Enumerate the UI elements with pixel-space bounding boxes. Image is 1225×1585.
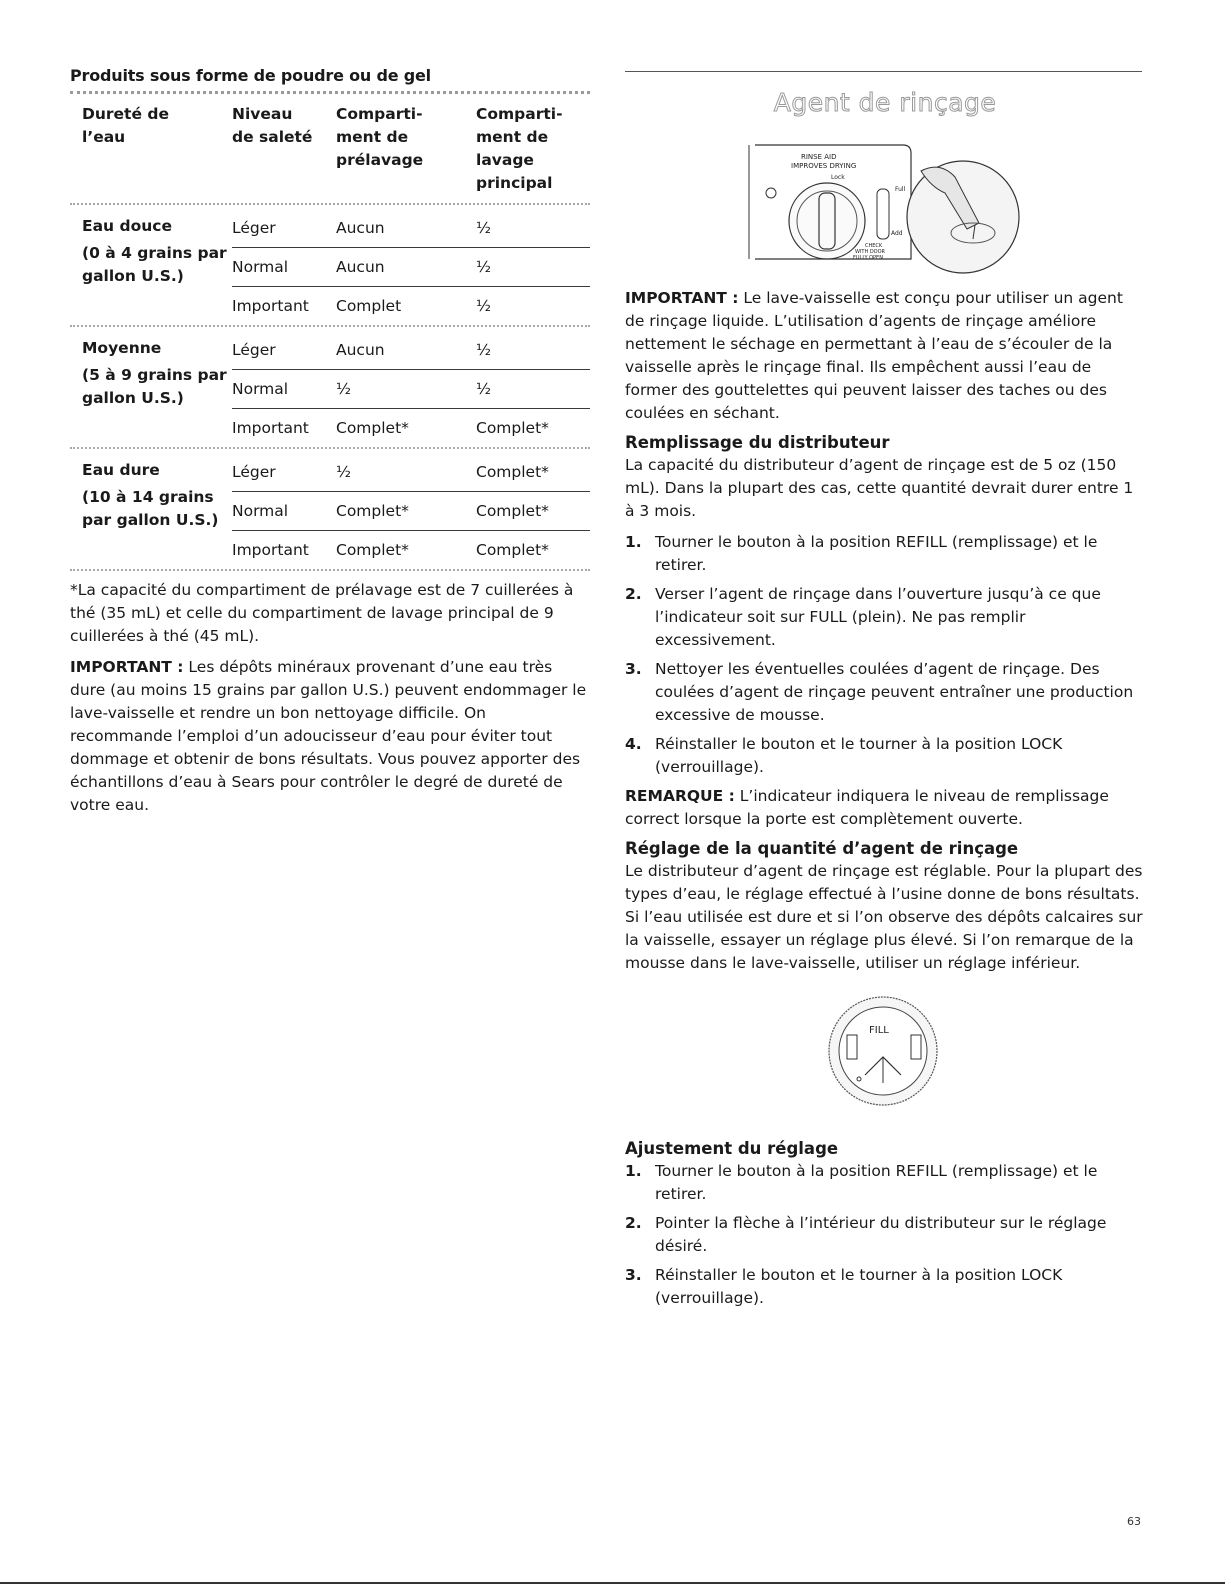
cell-soil: Normal [232, 370, 336, 409]
dispenser-illustration [735, 131, 1035, 281]
cell-prewash: ½ [336, 370, 476, 409]
list-item: 2. Verser l’agent de rinçage dans l’ouverture jusqu’à ce que l’indicateur soit sur FULL (plein). Ne pas remplir excessivement. [625, 585, 1101, 649]
svg-text:CHECK: CHECK [865, 243, 883, 249]
cell-mainwash: ½ [476, 248, 590, 287]
table-row [70, 453, 590, 492]
header-mainwash: Comparti- ment de lavage principal [476, 105, 563, 192]
group-label-soft: Eau douce (0 à 4 grains par gallon U.S.) [82, 217, 227, 285]
svg-text:Lock: Lock [831, 174, 845, 181]
rinse-aid-dispenser-image [735, 131, 1035, 281]
water-hardness-table [70, 99, 590, 569]
header-hardness: Dureté de l’eau [82, 105, 169, 146]
list-item: 1. Tourner le bouton à la position REFILL (remplissage) et le retirer. [625, 533, 1098, 574]
cell-prewash: Aucun [336, 331, 476, 370]
svg-text:FULLY OPEN: FULLY OPEN [853, 255, 883, 261]
cell-mainwash: ½ [476, 370, 590, 409]
header-soil-level: Niveau de saleté [232, 105, 313, 146]
setting-steps [625, 1160, 1145, 1310]
right-column [625, 66, 1145, 1316]
header-prewash: Comparti- ment de prélavage [336, 105, 424, 169]
cell-soil: Léger [232, 331, 336, 370]
table-row [70, 209, 590, 248]
setting-heading: Ajustement du réglage [625, 1139, 839, 1158]
group-label-hard: Eau dure (10 à 14 grains par gallon U.S.) [82, 461, 219, 529]
table-row [70, 331, 590, 370]
fill-steps [625, 531, 1145, 779]
cell-soil: Important [232, 297, 309, 315]
adjust-heading: Réglage de la quantité d’agent de rinçage [625, 839, 1019, 858]
svg-text:FILL: FILL [869, 1025, 889, 1036]
left-column [70, 66, 590, 825]
table-top-divider [70, 91, 590, 99]
cell-mainwash: Complet* [476, 453, 590, 492]
table-footnote: *La capacité du compartiment de prélavage est de 7 cuillerées à thé (35 mL) et celle du compartiment de lavage principal de 9 cuillerées à thé (45 mL). [70, 581, 574, 645]
cell-soil: Normal [232, 492, 336, 531]
hard-water-warning: IMPORTANT : Les dépôts minéraux provenant d’une eau très dure (au moins 15 grains par gallon U.S.) peuvent endommager le lave-vaisselle et rendre un bon nettoyage difficile. On recommande l’emploi d’un adoucisseur d’eau pour éviter tout dommage et obtenir de bons résultats. Vous pouvez apporter des échantillons d’eau à Sears pour contrôler le degré de dureté de votre eau. [70, 658, 587, 814]
cell-mainwash: Complet* [476, 492, 590, 531]
cell-mainwash: Complet* [476, 541, 549, 559]
svg-text:RINSE AID: RINSE AID [801, 153, 837, 161]
cell-prewash: Complet* [336, 541, 409, 559]
cell-soil: Normal [232, 248, 336, 287]
list-item: 1. Tourner le bouton à la position REFILL (remplissage) et le retirer. [625, 1162, 1098, 1203]
page-bottom-rule [0, 1582, 1225, 1584]
table-header-row [70, 99, 590, 203]
list-item: 4. Réinstaller le bouton et le tourner à la position LOCK (verrouillage). [625, 735, 1063, 776]
list-item: 3. Réinstaller le bouton et le tourner à la position LOCK (verrouillage). [625, 1266, 1063, 1307]
group-label-medium: Moyenne (5 à 9 grains par gallon U.S.) [82, 339, 227, 407]
fill-knob-image [825, 993, 941, 1109]
cell-prewash: Aucun [336, 248, 476, 287]
cell-prewash: Complet* [336, 492, 476, 531]
table-bottom-divider [70, 569, 590, 575]
fill-intro: La capacité du distributeur d’agent de rinçage est de 5 oz (150 mL). Dans la plupart des cas, cette quantité devrait durer entre 1 à 3 mois. [625, 456, 1134, 520]
list-item: 2. Pointer la flèche à l’intérieur du distributeur sur le réglage désiré. [625, 1214, 1107, 1255]
cell-mainwash: ½ [476, 331, 590, 370]
cell-prewash: Aucun [336, 209, 476, 248]
cell-soil: Important [232, 419, 309, 437]
fill-heading: Remplissage du distributeur [625, 433, 890, 452]
fill-note: REMARQUE : L’indicateur indiquera le niveau de remplissage correct lorsque la porte est complètement ouverte. [625, 787, 1109, 828]
cell-soil: Léger [232, 453, 336, 492]
list-item: 3. Nettoyer les éventuelles coulées d’agent de rinçage. Des coulées d’agent de rinçage peuvent entraîner une production excessive de mousse. [625, 660, 1134, 724]
fill-knob-illustration [825, 993, 941, 1109]
svg-text:Full: Full [895, 186, 906, 193]
svg-text:Add: Add [891, 230, 903, 237]
adjust-text: Le distributeur d’agent de rinçage est réglable. Pour la plupart des types d’eau, le réglage effectué à l’usine donne de bons résultats. Si l’eau utilisée est dure et si l’on observe des dépôts calcaires sur la vaisselle, essayer un réglage plus élevé. Si l’on remarque de la mousse dans le lave-vaisselle, utiliser un réglage inférieur. [625, 862, 1143, 972]
svg-text:WITH DOOR: WITH DOOR [855, 249, 886, 255]
cell-prewash: Complet [336, 297, 402, 315]
page-title: Agent de rinçage [773, 88, 997, 117]
cell-mainwash: Complet* [476, 419, 549, 437]
cell-prewash: Complet* [336, 419, 409, 437]
svg-text:IMPROVES DRYING: IMPROVES DRYING [791, 162, 857, 170]
cell-soil: Important [232, 541, 309, 559]
cell-soil: Léger [232, 209, 336, 248]
cell-mainwash: ½ [476, 297, 492, 315]
page-number: 63 [1127, 1515, 1141, 1528]
cell-mainwash: ½ [476, 209, 590, 248]
cell-prewash: ½ [336, 453, 476, 492]
section-title: Produits sous forme de poudre ou de gel [70, 66, 431, 85]
rinse-aid-intro: IMPORTANT : Le lave-vaisselle est conçu pour utiliser un agent de rinçage liquide. L’utilisation d’agents de rinçage améliore nettement le séchage en permettant à l’eau de s’écouler de la vaisselle après le rinçage final. Ils empêchent aussi l’eau de former des gouttelettes qui peuvent laisser des taches ou des coulées en séchant. [625, 289, 1123, 422]
